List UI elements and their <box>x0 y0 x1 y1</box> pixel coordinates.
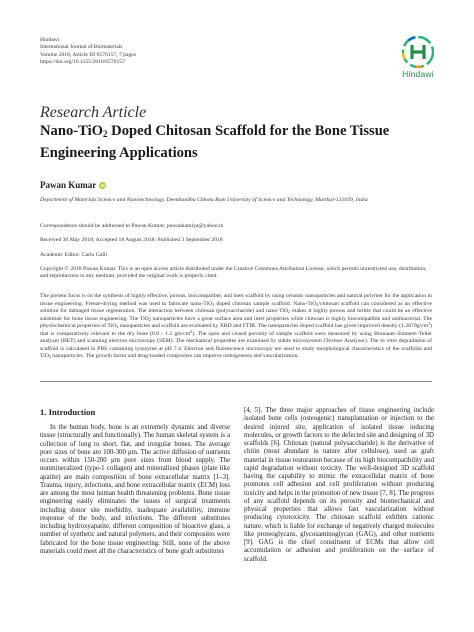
volume-line: Volume 2018, Article ID 6576157, 7 pages <box>40 51 136 58</box>
journal-name: International Journal of Biomaterials <box>40 44 123 51</box>
orcid-icon[interactable]: iD <box>100 183 105 188</box>
intro-paragraph-1: In the human body, bone is an extremely dynamic and diverse tissue (structurally and functionally). The human skeletal system is a collection of long to short, flat, and irregular bones. The average pore sizes of bone are 100-300 μm. The active diffusion of nutrients occurs within 150-200 μm pore sizes from blood supply. The nonmineralized (type-1 collagen) and mineralized phases (plate like apatite) are main composition of bone extracellular matrix [1–3]. Trauma, injury, infections, and bone extracellular matrix (ECM) loss are among the most human health threatening problems. Bone tissue engineering easily eliminates the issues of surgical treatments including donor site morbidity, inadequate availability, immune response of the body, and infections. The different substitutes including hydroxyapatite, different composition of bioactive glass, a number of synthetic and natural polymers, and their composites were fabricated for the bone tissue engineering. Still, none of the above materials could meet all the characteristics of bone graft substitutes <box>40 424 230 555</box>
logo-text: Hindawi <box>402 69 434 79</box>
publication-dates: Received 30 May 2018; Accepted 18 August 2018; Published 3 September 2018 <box>40 237 223 243</box>
author-line <box>40 180 106 190</box>
subscript: 2 <box>288 309 291 315</box>
copyright-notice: Copyright © 2018 Pawan Kumar. This is an open access article distributed under the Creative Commons Attribution License, which permits unrestricted use, distribution, and reproduction in any medium, provided the original work is properly cited. <box>40 266 427 280</box>
superscript: 3 <box>428 321 431 327</box>
abstract-text: The present focus is on the synthesis of highly effective, porous, biocompatible, and inert scaffold by using ceramic nanoparticles and natural polymer for the application in tissue engineering. Freeze-drying method was used to fabricate nano-TiO <box>40 293 432 307</box>
intro-paragraph-2: [4, 5]. The three major approaches of tissue engineering include isolated bone cells (osteogenic) transplantation or injection to the desired injured site, application of isolated tissue inducing molecules, or growth factors to the defected site and designing of 3D scaffolds [6]. Chitosan (natural polysaccharide) is the derivative of chitin (most abundant in nature after cellulose), used as graft material in tissue restoration because of its high biocompatibility and rapid degradation without toxicity. The well-designed 3D scaffold having the capability to mimic the extracellular matrix of bone promotes cell adhesion and cell proliferation without producing toxicity and helps in the promotion of new tissue [7, 8]. The progress of any scaffold depends on its porosity and biomechanical and physical properties that allows fast vascularization without producing cytotoxicity. The chitosan scaffold exhibits cationic nature, which is liable for exchange of negatively charged molecules like proteoglycans, glycosaminoglycan (GAG), and other nutrients [9]. GAG is the chief constituent of ECMs that allow cell accumulation or adhesion and proliferation on the surface of scaffold. <box>244 407 434 563</box>
subscript: 2 <box>116 324 119 330</box>
subscript: 2 <box>316 301 319 307</box>
abstract-text: makes it highly porous and brittle that could be an effective substitute for bone tissue engineering. The TiO <box>40 308 432 322</box>
title-part2: Doped Chitosan Scaffold for the Bone Tissue Engineering Applications <box>40 123 390 161</box>
subscript: 2 <box>212 301 215 307</box>
abstract-text: ) that is comparatively relevant to the dry bone (0.8 - 1.2 gm/cm <box>40 323 432 337</box>
abstract-divider <box>40 381 432 382</box>
doi-link[interactable]: https://doi.org/10.1155/2018/6576157 <box>40 59 125 66</box>
subscript: 2 <box>48 354 51 360</box>
paper-title <box>40 122 440 162</box>
journal-info <box>40 37 136 67</box>
title-subscript: 2 <box>103 129 108 139</box>
superscript: 3 <box>190 328 193 334</box>
body-column-left <box>40 424 230 556</box>
correspondence: Correspondence should be addressed to Pawan Kumar; pawankamiya@yahoo.in <box>40 223 224 229</box>
abstract-text: ). The open and closed porosity of sample scaffold were measured by using Brunauer–Emmett–Teller analyzer (BET) and scanning electron microscopy (SEM). The mechanical properties are examined by stable microsystem (Texture Analyzer). The in vitro degradation of scaffold is calculated in PBS containing lysozyme at pH 7.4. Electron and fluorescence microscopy are used to study morphological characteristics of the scaffolds and TiO <box>40 330 432 360</box>
author-name[interactable]: Pawan Kumar <box>40 180 97 190</box>
abstract-text: nanoparticles and scaffold are evaluated by XRD and FTIR. The nanoparticles doped scaffold has given improved density (1.2870g/cm <box>118 323 429 330</box>
section-heading-introduction: 1. Introduction <box>40 407 96 417</box>
academic-editor: Academic Editor: Carlo Galli <box>40 252 108 258</box>
title-part1: Nano-TiO <box>40 123 103 139</box>
abstract-text: /chitosan scaffold can considered as an effective solution for damaged tissue regeneration. The interaction between chitosan (polysaccharide) and nano-TiO <box>40 300 432 315</box>
hindawi-logo <box>393 36 443 86</box>
subscript: 2 <box>148 316 151 322</box>
abstract-text: nanoparticles. The growth factor and drug-loaded composites can improve osteogenesis and vascularization. <box>50 353 299 360</box>
abstract-text: nanoparticles have a great surface area and inert properties while chitosan is highly biocompatible and antibacterial. The physiochemical properties of TiO <box>40 315 432 330</box>
abstract <box>40 293 432 361</box>
hindawi-logo-icon <box>402 36 434 68</box>
affiliation: Department of Materials Science and Nanotechnology, Deenbandhu Chhotu Ram University of Science and Technology, Murthal-131039, India <box>40 197 368 203</box>
abstract-text: doped chitosan sample scaffold. Nano-TiO <box>214 300 317 307</box>
article-type: Research Article <box>40 104 147 121</box>
publisher-line: Hindawi <box>40 37 60 43</box>
body-column-right <box>244 407 434 564</box>
